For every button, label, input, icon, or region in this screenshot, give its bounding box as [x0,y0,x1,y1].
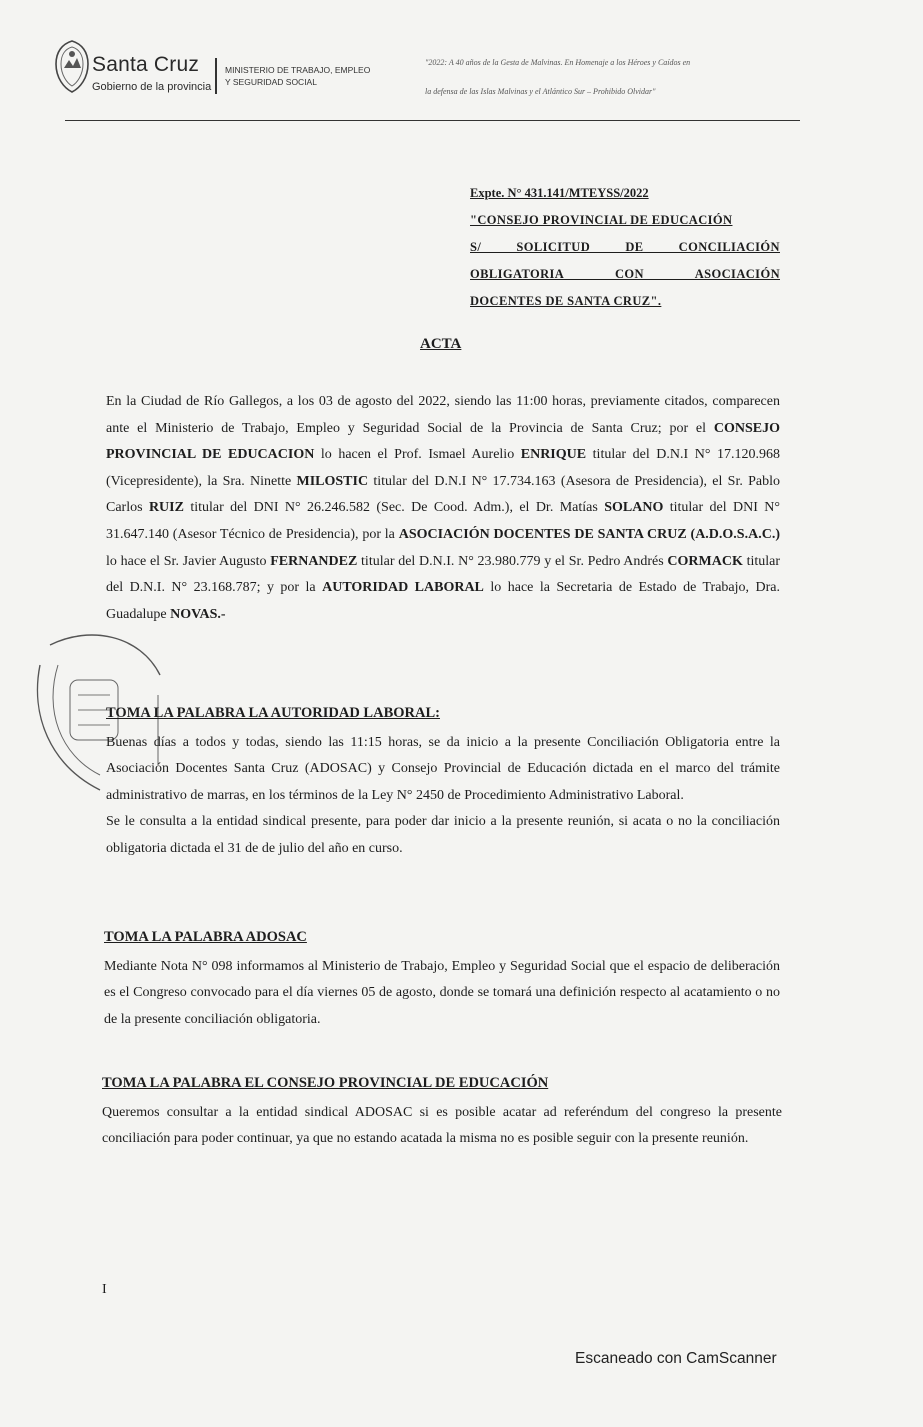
intro-text: titular del DNI N° 31.647.140 (Asesor Técnico de Presidencia), por la [106,500,780,542]
motto-line-2: la defensa de las Islas Malvinas y el Atlántico Sur – Prohibido Olvidar" [425,87,656,96]
caption-line-3: OBLIGATORIA CON ASOCIACIÓN [470,267,780,281]
caption-line-1: "CONSEJO PROVINCIAL DE EDUCACIÓN [470,213,733,227]
section-autoridad-laboral [106,700,780,862]
document-title: ACTA [420,336,462,352]
brand-subtitle: Gobierno de la provincia [92,81,212,93]
ministry-name [225,64,370,88]
section-paragraph: Mediante Nota N° 098 informamos al Ministerio de Trabajo, Empleo y Seguridad Social que el espacio de deliberación es el Congreso convocado para el día viernes 05 de agosto, donde se tomará una definición respecto al acatamiento o no de la presente conciliación obligatoria. [104,958,780,1027]
caption-line-4: DOCENTES DE SANTA CRUZ". [470,294,662,308]
header-rule [65,120,800,121]
expediente-block [470,180,780,315]
header-divider [215,58,217,94]
person-surname: RUIZ [148,500,184,516]
party-name: ASOCIACIÓN DOCENTES DE SANTA CRUZ (A.D.O.S.A.C.) [398,526,780,542]
section-heading: TOMA LA PALABRA EL CONSEJO PROVINCIAL DE EDUCACIÓN [102,1075,549,1091]
caption-line-2: S/ SOLICITUD DE CONCILIACIÓN [470,240,780,254]
motto [425,57,690,97]
motto-line-1: "2022: A 40 años de la Gesta de Malvinas. En Homenaje a los Héroes y Caídos en [425,58,691,67]
intro-text: lo hace la Secretaria de Estado de Trabajo, Dra. Guadalupe [106,580,780,622]
person-surname: ENRIQUE [520,447,587,463]
scanner-watermark: Escaneado con CamScanner [575,1350,777,1367]
section-heading: TOMA LA PALABRA ADOSAC [104,929,307,945]
intro-text: titular del D.N.I. N° 23.168.787; y por la [106,553,781,596]
person-surname: SOLANO [604,500,664,516]
intro-text: lo hacen el Prof. Ismael Aurelio [314,447,521,463]
person-surname: CORMACK [667,553,743,569]
person-surname: NOVAS.- [170,606,226,622]
person-surname: MILOSTIC [296,473,369,489]
intro-text: lo hace el Sr. Javier Augusto [106,553,271,569]
expediente-number: Expte. N° 431.141/MTEYSS/2022 [470,186,649,200]
intro-text: titular del D.N.I. N° 23.980.779 y el Sr. Pedro Andrés [357,553,668,569]
section-paragraph: Buenas días a todos y todas, siendo las 11:15 horas, se da inicio a la presente Conciliación Obligatoria entre la Asociación Docentes Santa Cruz (ADOSAC) y Consejo Provincial de Educación dictada en el marco del trámite administrativo de marras, en los términos de la Ley N° 2450 de Procedimiento Administrativo Laboral. [106,734,780,803]
section-paragraph: Se le consulta a la entidad sindical presente, para poder dar inicio a la presente reunión, si acata o no la conciliación obligatoria dictada el 31 de de julio del año en curso. [106,814,780,856]
margin-mark: I [102,1282,107,1297]
intro-paragraph [106,389,780,628]
province-shield-icon [52,38,92,94]
person-surname: FERNANDEZ [270,553,358,569]
ministry-line-1: MINISTERIO DE TRABAJO, EMPLEO [225,65,371,75]
section-heading: TOMA LA PALABRA LA AUTORIDAD LABORAL: [106,705,440,721]
intro-text: titular del D.N.I N° 17.120.968 (Vicepresidente), la Sra. Ninette [106,447,780,489]
brand-name: Santa Cruz [92,53,200,76]
section-paragraph: Queremos consultar a la entidad sindical ADOSAC si es posible acatar ad referéndum del congreso la presente conciliación para poder continuar, ya que no estando acatada la misma no es posible seguir con la presente reunión. [102,1104,782,1146]
party-name: AUTORIDAD LABORAL [322,580,484,596]
brand [92,54,211,94]
party-name: CONSEJO PROVINCIAL DE EDUCACION [106,420,780,463]
section-adosac [104,924,780,1033]
section-consejo-provincial [102,1070,782,1153]
intro-text: titular del DNI N° 26.246.582 (Sec. De Cood. Adm.), el Dr. Matías [183,500,605,516]
intro-text: En la Ciudad de Río Gallegos, a los 03 de agosto del 2022, siendo las 11:00 horas, previamente citados, comparecen ante el Ministerio de Trabajo, Empleo y Seguridad Social de la Provincia de Santa Cruz; por el [106,394,780,436]
ministry-line-2: Y SEGURIDAD SOCIAL [225,77,317,87]
intro-text: titular del D.N.I N° 17.734.163 (Asesora de Presidencia), el Sr. Pablo Carlos [106,473,780,516]
